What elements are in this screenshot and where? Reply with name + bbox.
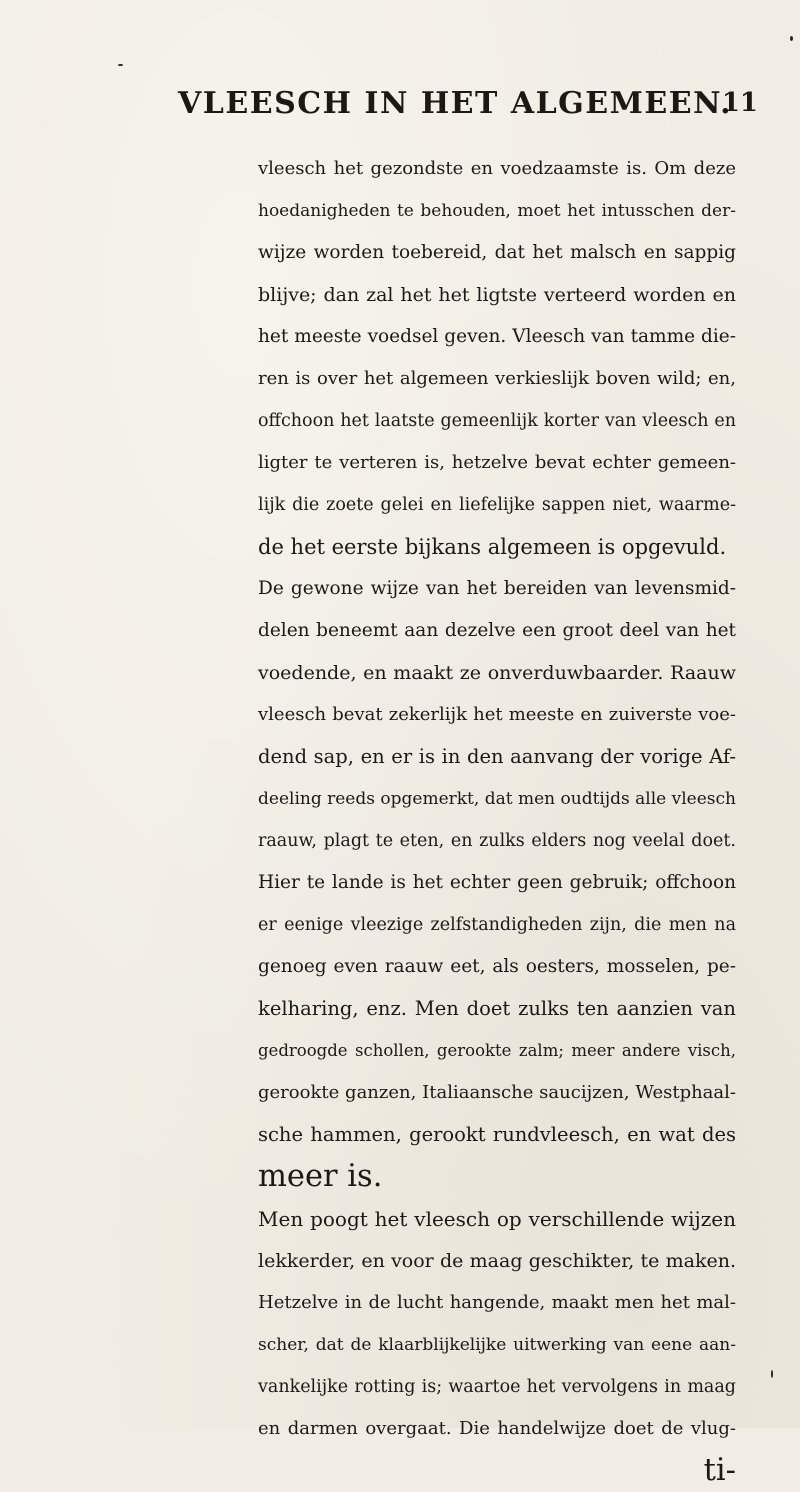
text-line: vleesch het gezondste en voedzaamste is. Om deze [258,158,736,179]
text-line: vleesch bevat zekerlijk het meeste en zuiverste voe- [258,704,736,725]
running-title: VLEESCH IN HET ALGEMEEN. [178,86,733,121]
paper-speck [771,1370,773,1378]
text-line: het meeste voedsel geven. Vleesch van tamme die- [258,326,736,347]
paper-speck [118,64,123,66]
text-line: delen beneemt aan dezelve een groot deel van het [258,620,736,641]
text-line: deeling reeds opgemerkt, dat men oudtijds alle vleesch [258,789,736,809]
text-line: wijze worden toebereid, dat het malsch en sappig [258,242,736,263]
text-line: scher, dat de klaarblijkelijke uitwerking van eene aan- [258,1335,736,1355]
text-line: ligter te verteren is, hetzelve bevat echter gemeen- [258,452,736,473]
text-line: lijk die zoete gelei en liefelijke sappen niet, waarme- [258,495,736,515]
text-line: vankelijke rotting is; waartoe het vervolgens in maag [258,1377,736,1397]
text-line: de het eerste bijkans algemeen is opgevuld. [258,535,727,559]
text-line: genoeg even raauw eet, als oesters, mosselen, pe- [258,956,736,977]
text-line: gedroogde schollen, gerookte zalm; meer andere visch, [258,1041,736,1060]
text-line: Hetzelve in de lucht hangende, maakt men het mal- [258,1292,736,1313]
text-line: gerookte ganzen, Italiaansche saucijzen, Westphaal- [258,1082,736,1103]
text-line: kelharing, enz. Men doet zulks ten aanzien van [258,997,736,1020]
text-line: raauw, plagt te eten, en zulks elders nog veelal doet. [258,831,736,851]
text-line: hoedanigheden te behouden, moet het intusschen der- [258,201,736,221]
text-line: en darmen overgaat. Die handelwijze doet de vlug- [258,1418,736,1439]
page-number: 11 [721,88,758,118]
text-line: lekkerder, en voor de maag geschikter, te maken. [258,1250,736,1272]
text-line: sche hammen, gerookt rundvleesch, en wat des [258,1123,736,1146]
text-line: Hier te lande is het echter geen gebruik; offchoon [258,872,736,893]
text-line: De gewone wijze van het bereiden van levensmid- [258,578,736,599]
running-head [0,86,800,126]
text-line: ren is over het algemeen verkieslijk boven wild; en, [258,368,736,389]
text-line: voedende, en maakt ze onverduwbaarder. Raauw [258,662,736,684]
text-line: blijve; dan zal het het ligtste verteerd worden en [258,284,736,306]
text-line: offchoon het laatste gemeenlijk korter van vleesch en [258,411,736,431]
text-line: meer is. [258,1159,383,1194]
text-line: er eenige vleezige zelfstandigheden zijn, die men na [258,915,736,935]
catchword: ti- [703,1453,736,1488]
text-line: dend sap, en er is in den aanvang der vorige Af- [258,745,736,768]
text-line: Men poogt het vleesch op verschillende wijzen [258,1207,736,1231]
paper-speck [790,36,793,41]
